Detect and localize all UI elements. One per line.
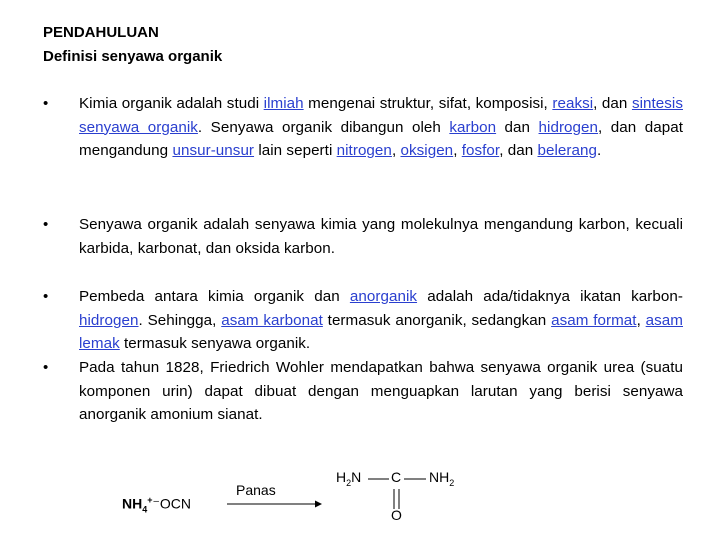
link-karbon[interactable]: karbon (449, 118, 497, 136)
link-senyawa-organik[interactable]: senyawa organik (79, 118, 198, 136)
text-segment: . (597, 142, 602, 159)
reaction-diagram (0, 455, 720, 540)
bullet-text (79, 213, 683, 260)
reactant-subscript: 4 (142, 504, 148, 515)
text-segment: termasuk senyawa organik. (119, 335, 311, 352)
bullet-marker: • (43, 288, 49, 305)
text-segment: , (636, 311, 646, 329)
urea-oxygen: O (391, 507, 402, 523)
reaction-condition: Panas (236, 482, 276, 498)
link-reaksi[interactable]: reaksi (552, 95, 594, 112)
text-segment: Senyawa organik adalah senyawa kimia yang molekulnya mengandung karbon, kecuali karbida, karbonat, dan oksida karbon. (79, 216, 683, 257)
link-hidrogen[interactable]: hidrogen (79, 311, 139, 329)
text-segment: Kimia organik adalah studi (79, 95, 264, 112)
link-sintesis[interactable]: sintesis (631, 95, 683, 112)
urea-left-amine: $H_2N$ (336, 469, 362, 488)
bullet-marker: • (43, 359, 49, 376)
link-fosfor[interactable]: fosfor (461, 142, 500, 159)
bullet-text (79, 285, 683, 356)
text-segment: mengenai struktur, sifat, komposisi, (303, 95, 553, 112)
reactant-anion: ⁻OCN (152, 495, 192, 512)
text-segment: lain seperti (254, 142, 337, 159)
text-segment: adalah ada/tidaknya ikatan karbon- (417, 288, 684, 305)
link-unsur-unsur[interactable]: unsur-unsur (172, 142, 255, 159)
bullet-text (79, 356, 683, 427)
text-segment: dan (496, 118, 539, 136)
link-nitrogen[interactable]: nitrogen (336, 142, 392, 159)
bullet-text (79, 92, 683, 163)
text-segment: Pada tahun 1828, Friedrich Wohler mendapatkan bahwa senyawa organik urea (suatu komponen urin) dapat dibuat dengan menguapkan larutan yang berisi senyawa anorganik amonium sianat. (79, 359, 683, 423)
reactant-cation: NH (122, 495, 143, 512)
bullet-marker: • (43, 216, 49, 233)
link-ilmiah[interactable]: ilmiah (263, 95, 304, 112)
text-segment: , (453, 142, 462, 159)
section-subtitle: Definisi senyawa organik (43, 48, 223, 65)
text-segment: . Sehingga, (138, 311, 222, 329)
reactant-ammonium-cyanate (122, 495, 191, 514)
link-hidrogen[interactable]: hidrogen (538, 118, 599, 136)
urea-right-amine: $NH_2$ (429, 469, 455, 488)
link-oksigen[interactable]: oksigen (400, 142, 454, 159)
product-urea-structure (332, 463, 472, 543)
text-segment: , (391, 142, 401, 159)
link-asam-karbonat[interactable]: asam karbonat (221, 311, 323, 329)
text-segment: Pembeda antara kimia organik dan (79, 288, 350, 305)
link-belerang[interactable]: belerang (537, 142, 598, 159)
text-segment: , dan dapat mengandung (79, 118, 683, 159)
bullet-marker: • (43, 95, 49, 112)
link-asam-format[interactable]: asam format (551, 311, 637, 329)
text-segment: , dan (593, 95, 632, 112)
link-asam-lemak[interactable]: asam lemak (79, 311, 683, 352)
text-segment: . Senyawa organik dibangun oleh (197, 118, 450, 136)
link-anorganik[interactable]: anorganik (349, 288, 418, 305)
urea-carbon: C (391, 469, 402, 485)
text-segment: termasuk anorganik, sedangkan (322, 311, 552, 329)
text-segment: , dan (499, 142, 538, 159)
page-title: PENDAHULUAN (43, 24, 159, 41)
reactant-charge: + (147, 495, 153, 505)
reaction-arrow-icon (227, 499, 322, 509)
